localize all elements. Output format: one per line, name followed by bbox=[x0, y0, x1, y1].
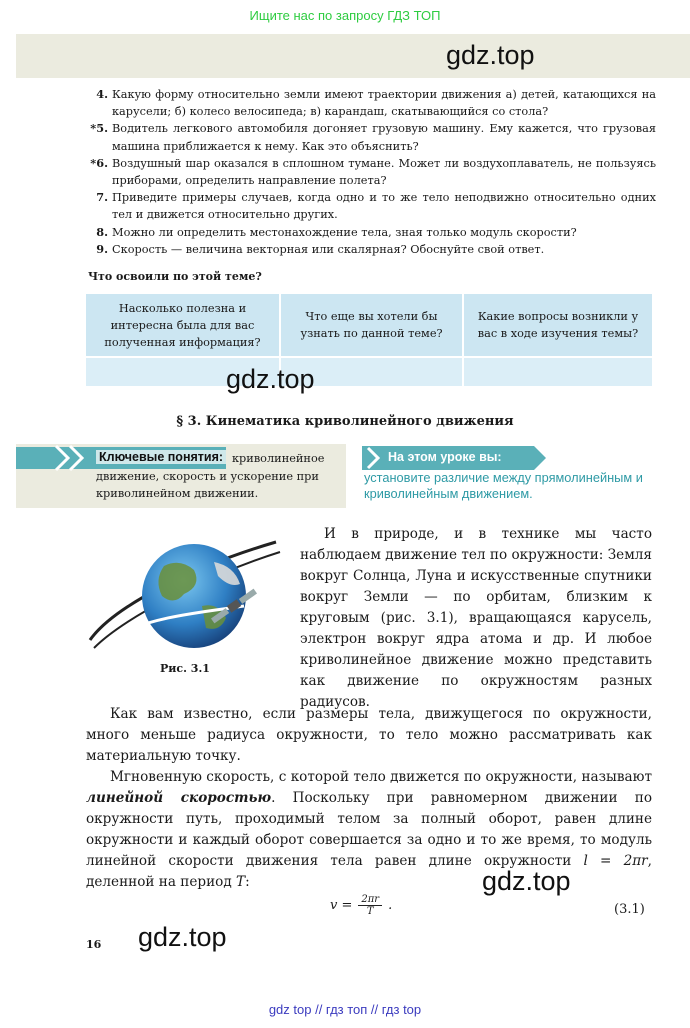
reflection-header-cell: Насколько полезна и интересна была для вас полученная информация? bbox=[86, 294, 279, 356]
question-item: *5. Водитель легкового автомобиля догоняет грузовую машину. Ему кажется, что грузовая машина приближается к нему. Как это объяснить? bbox=[90, 121, 656, 153]
reflection-header-cell: Какие вопросы возникли у вас в ходе изучения темы? bbox=[464, 294, 652, 356]
chevron-arrows-icon bbox=[52, 444, 92, 472]
term-linear-speed: линейной скоростью bbox=[86, 790, 272, 806]
reflection-table bbox=[86, 294, 652, 386]
earth-orbit-figure bbox=[84, 536, 284, 660]
section-title: § 3. Кинематика криволинейного движения bbox=[176, 414, 514, 429]
watermark-banner bbox=[16, 34, 690, 78]
watermark-middle: gdz.top bbox=[226, 364, 315, 394]
question-item: 4. Какую форму относительно земли имеют траектории движения а) детей, катающихся на карусели; б) колесо велосипеда; в) карандаш, скатывающийся со стола? bbox=[96, 87, 656, 119]
figure-caption: Рис. 3.1 bbox=[160, 662, 210, 675]
formula-fraction: $\frac{2\pi r}{T}$ bbox=[358, 894, 382, 917]
key-concepts-text: криволинейное движение, скорость и ускорение при криволинейном движении. bbox=[96, 452, 325, 500]
lesson-goals-text: установите различие между прямолинейным и криволинейным движением. bbox=[364, 470, 643, 501]
watermark-top: gdz.top bbox=[446, 40, 535, 70]
equation-number: (3.1) bbox=[614, 902, 645, 917]
question-item: 9. Скорость — величина векторная или скалярная? Обоснуйте свой ответ. bbox=[96, 241, 545, 256]
paragraph-intro: И в природе, и в технике мы часто наблюдаем движение тел по окружности: Земля вокруг Солнца, Луна и искусственные спутники вокруг Земли — по орбитам, близким к круговым (рис. 3.1), вращающаяся карусель, электрон вокруг ядра атома и др. И любое криволинейное движение можно представить как движение по окружностям разных радиусов. bbox=[300, 526, 652, 710]
watermark-bottom: gdz.top bbox=[138, 922, 227, 952]
paragraph-material-point: Как вам известно, если размеры тела, движущегося по окружности, много меньше радиуса окружности, то тело можно рассматривать как материальную точку. bbox=[86, 706, 652, 764]
reflection-answer-cell[interactable] bbox=[464, 358, 652, 386]
question-list bbox=[88, 86, 656, 258]
page-number: 16 bbox=[86, 938, 102, 951]
band-arrow-tip bbox=[534, 446, 546, 470]
reflection-header-cell: Что еще вы хотели бы узнать по данной теме? bbox=[281, 294, 462, 356]
top-search-link[interactable]: Ищите нас по запросу ГДЗ ТОП bbox=[249, 8, 441, 23]
question-item: *6. Воздушный шар оказался в сплошном тумане. Может ли воздухоплаватель, не пользуясь приборами, определить направление полета? bbox=[90, 155, 656, 188]
lesson-goals-label: На этом уроке вы: bbox=[388, 450, 502, 464]
paragraph-linear-speed: Мгновенную скорость, с которой тело движется по окружности, называют линейной скоростью. Поскольку при равномерном движении по окружности путь, проходимый телом за полный оборот, равен длине окружности и каждый оборот совершается за одно и то же время, то модуль линейной скорости движения тела равен длине окружности l = 2πr, деленной на период T: bbox=[86, 769, 652, 890]
footer-links[interactable]: gdz top // гдз топ // гдз top bbox=[268, 1002, 422, 1017]
question-item: 8. Можно ли определить местонахождение тела, зная только модуль скорости? bbox=[96, 224, 577, 239]
reflection-title: Что освоили по этой теме? bbox=[88, 270, 262, 283]
formula-3-1: v = $\frac{2\pi r}{T}$ . bbox=[330, 894, 393, 917]
chevron-icon bbox=[364, 446, 386, 470]
key-concepts-label: Ключевые понятия: bbox=[96, 450, 226, 464]
watermark-lower-right: gdz.top bbox=[482, 866, 571, 896]
question-item: 7. Приведите примеры случаев, когда одно и то же тело неподвижно относительно одних тел и движется относительно других. bbox=[96, 190, 656, 222]
